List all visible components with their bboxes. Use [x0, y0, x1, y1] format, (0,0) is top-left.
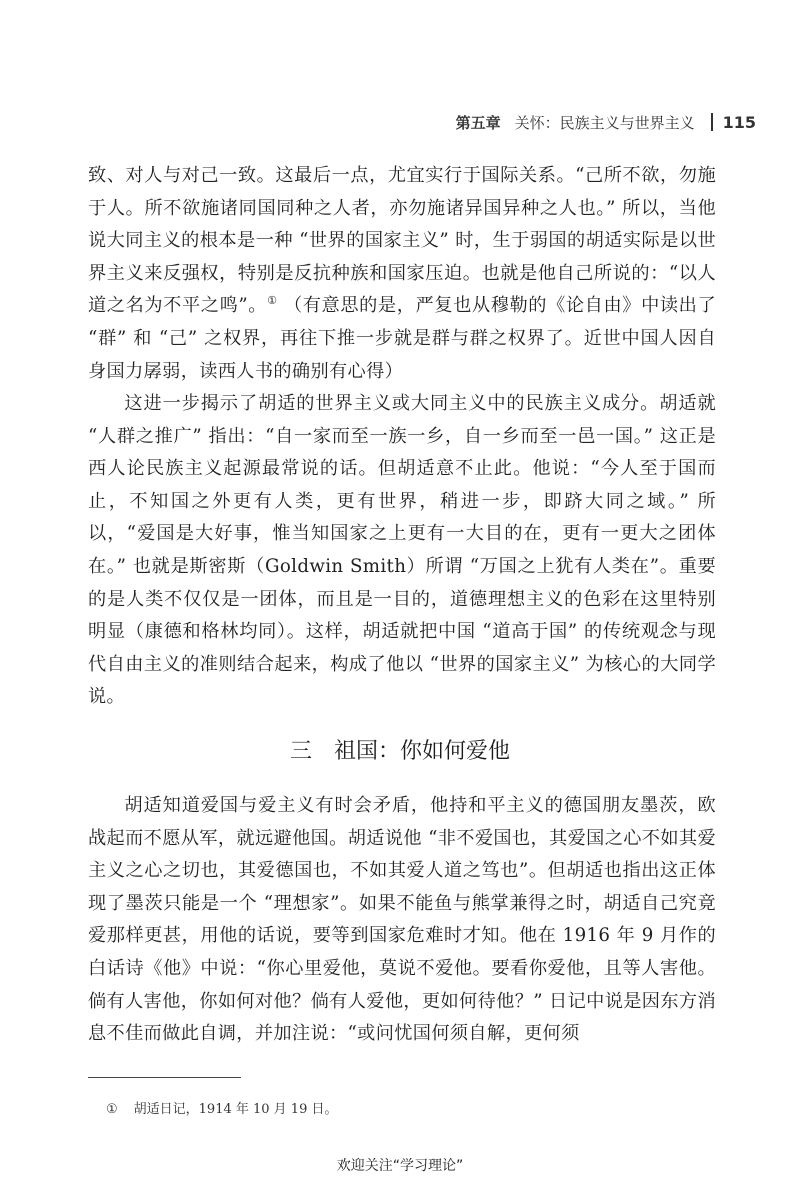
paragraph-text: 胡适知道爱国与爱主义有时会矛盾，他持和平主义的德国朋友墨茨，欧战起而不愿从军，就远避他国。胡适说他 “非不爱国也，其爱国之心不如其爱主义之心之切也，其爱德国也，不如其爱人道之笃也”。但胡适也指出这正体现了墨茨只能是一个 “理想家”。如果不能鱼与熊掌兼得之时，胡适自己究竟爱那样更甚，用他的话说，要等到国家危难时才知。他在 1916 年 9 月作的白话诗《他》中说：“你心里爱他，莫说不爱他。要看你爱他，且等人害他。倘有人害他，你如何对他？倘有人爱他，更如何待他？” 日记中说是因东方消息不佳而做此自调，并加注说：“或问忧国何须自解，更何须: [88, 795, 716, 1045]
paragraph: [88, 388, 716, 714]
paragraph: [88, 790, 716, 1051]
paragraph-text-after-note: （有意思的是，严复也从穆勒的《论自由》中读出了 “群” 和 “己” 之权界，再往下推一步就是群与群之权界了。近世中国人因自身国力孱弱，读西人书的确别有心得）: [88, 295, 716, 382]
section-number: 三: [289, 739, 312, 764]
paragraph-continued: [88, 160, 716, 388]
section-title: 祖国：你如何爱他: [334, 739, 511, 764]
paragraph-text: 这进一步揭示了胡适的世界主义或大同主义中的民族主义成分。胡适就 “人群之推广” 指出：“自一家而至一族一乡，自一乡而至一邑一国。” 这正是西人论民族主义起源最常说的话。但胡适意不止此。他说：“今人至于国而止，不知国之外更有人类，更有世界，稍进一步，即跻大同之域。” 所以，“爱国是大好事，惟当知国家之上更有一大目的在，更有一更大之团体在。” 也就是斯密斯（Goldwin Smith）所谓 “万国之上犹有人类在”。重要的是人类不仅仅是一团体，而且是一目的，道德理想主义的色彩在这里特别明显（康德和格林均同）。这样，胡适就把中国 “道高于国” 的传统观念与现代自由主义的准则结合起来，构成了他以 “世界的国家主义” 为核心的大同学说。: [88, 393, 716, 708]
paragraph-text: 致、对人与对己一致。这最后一点，尤宜实行于国际关系。“己所不欲，勿施于人。所不欲施诸同国同种之人者，亦勿施诸异国异种之人也。” 所以，当他说大同主义的根本是一种 “世界的国家主义” 时，生于弱国的胡适实际是以世界主义来反强权，特别是反抗种族和国家压迫。也就是他自己所说的：“以人道之名为不平之鸣”。: [88, 165, 716, 317]
footnote-divider: [88, 1077, 241, 1078]
chapter-title: 关怀：民族主义与世界主义: [514, 113, 695, 132]
chapter-label: 第五章: [455, 113, 501, 132]
header-divider: [711, 113, 713, 131]
footnote-label: ①: [106, 1102, 118, 1117]
section-heading: [0, 734, 800, 765]
footnote-text: 胡适日记，1914 年 10 月 19 日。: [133, 1102, 338, 1117]
bottom-note: 欢迎关注“学习理论”: [336, 1158, 464, 1174]
footnote: [106, 1098, 338, 1117]
page-number: 115: [722, 112, 756, 132]
running-header: [456, 108, 756, 136]
footnote-reference[interactable]: ①: [267, 294, 278, 308]
